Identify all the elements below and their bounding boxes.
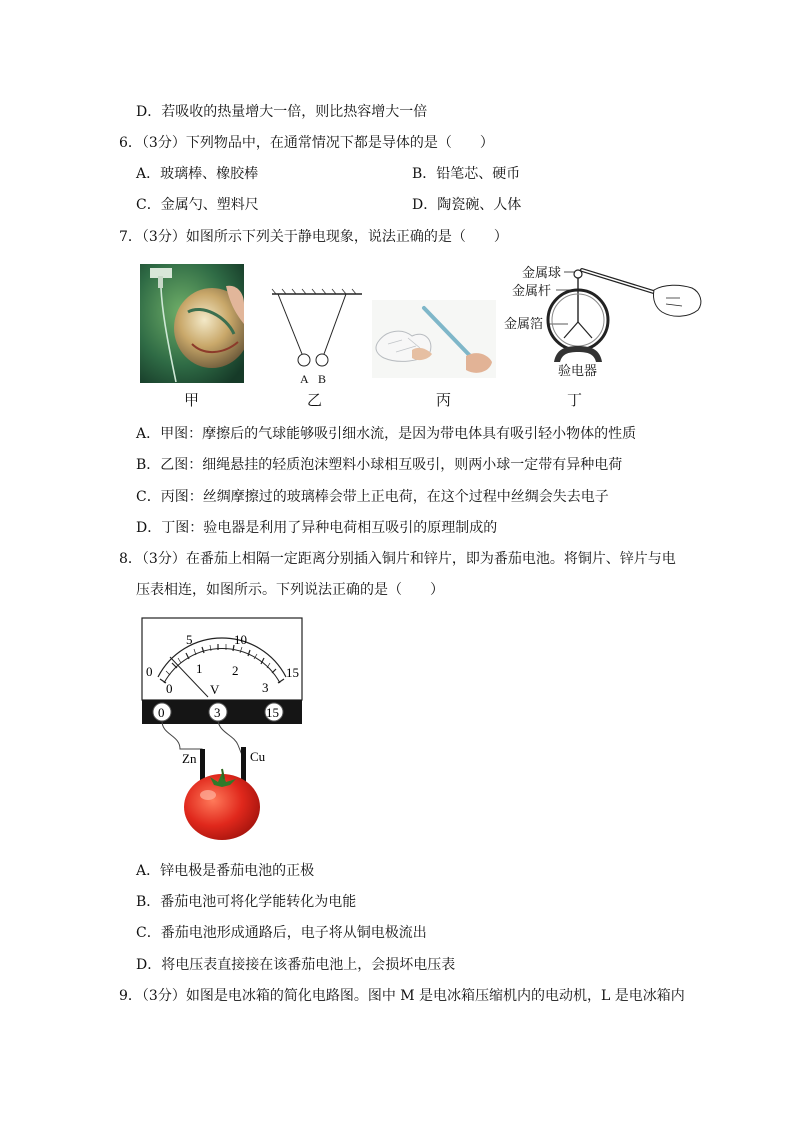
terminal-3: 3 <box>214 705 221 720</box>
terminal-0: 0 <box>158 705 165 720</box>
q8-stem-line2: 压表相连，如图所示。下列说法正确的是（ ） <box>136 582 444 598</box>
label-metal-rod: 金属杆 <box>512 283 552 298</box>
q6-option-d: D．陶瓷碗、人体 <box>412 197 522 213</box>
ball-b-label: B <box>318 372 327 386</box>
label-metal-foil: 金属箔 <box>504 316 544 331</box>
q7-option-d: D．丁图：验电器是利用了异种电荷相互吸引的原理制成的 <box>136 520 498 536</box>
q6-stem: 6．（3分）下列物品中，在通常情况下都是导体的是（ ） <box>119 135 494 151</box>
label-metal-ball: 金属球 <box>522 265 562 280</box>
q7-option-c: C．丙图：丝绸摩擦过的玻璃棒会带上正电荷，在这个过程中丝绸会失去电子 <box>136 489 609 505</box>
figure-tomato-battery-voltmeter <box>140 617 306 843</box>
scale-bottom-0: 0 <box>166 681 173 696</box>
ball-a-label: A <box>300 372 309 386</box>
scale-bottom-1: 1 <box>196 661 203 676</box>
zinc-label: Zn <box>182 751 197 766</box>
q8-option-d: D．将电压表直接接在该番茄电池上，会损坏电压表 <box>136 957 456 973</box>
q8-option-c: C．番茄电池形成通路后，电子将从铜电极流出 <box>136 925 427 941</box>
scale-top-10: 10 <box>234 632 247 647</box>
figure-jia-caption: 甲 <box>184 391 200 409</box>
figure-yi-hanging-balls <box>266 288 366 388</box>
figure-ding-caption: 丁 <box>567 391 583 409</box>
figure-ding-electroscope <box>500 258 710 386</box>
q6-option-a: A．玻璃棒、橡胶棒 <box>136 166 259 182</box>
figure-bing-caption: 丙 <box>436 391 452 409</box>
q8-option-a: A．锌电极是番茄电池的正极 <box>136 863 315 879</box>
unit-volt: V <box>210 682 220 697</box>
copper-label: Cu <box>250 749 266 764</box>
terminal-15: 15 <box>266 705 279 720</box>
q7-option-a: A．甲图：摩擦后的气球能够吸引细水流，是因为带电体具有吸引轻小物体的性质 <box>136 426 637 442</box>
scale-top-15: 15 <box>286 665 299 680</box>
figure-bing-rod-and-silk <box>372 300 496 378</box>
q9-stem: 9．（3分）如图是电冰箱的简化电路图。图中 M 是电冰箱压缩机内的电动机，L 是电冰箱内 <box>119 988 685 1004</box>
q8-stem-line1: 8．（3分）在番茄上相隔一定距离分别插入铜片和锌片，即为番茄电池。将铜片、锌片与电 <box>119 551 676 567</box>
label-electroscope: 验电器 <box>558 363 598 378</box>
scale-bottom-3: 3 <box>262 680 269 695</box>
q6-option-c: C．金属勺、塑料尺 <box>136 197 259 213</box>
scale-top-0: 0 <box>146 664 153 679</box>
figure-jia-balloon-photo <box>140 264 244 383</box>
scale-top-5: 5 <box>186 632 193 647</box>
q6-option-b: B．铅笔芯、硬币 <box>412 166 521 182</box>
q7-stem: 7．（3分）如图所示下列关于静电现象，说法正确的是（ ） <box>119 229 508 245</box>
scale-bottom-2: 2 <box>232 663 239 678</box>
q5-option-d: D．若吸收的热量增大一倍，则比热容增大一倍 <box>136 104 428 120</box>
q8-option-b: B．番茄电池可将化学能转化为电能 <box>136 894 357 910</box>
figure-yi-caption: 乙 <box>307 391 323 409</box>
q7-option-b: B．乙图：细绳悬挂的轻质泡沫塑料小球相互吸引，则两小球一定带有异种电荷 <box>136 457 623 473</box>
